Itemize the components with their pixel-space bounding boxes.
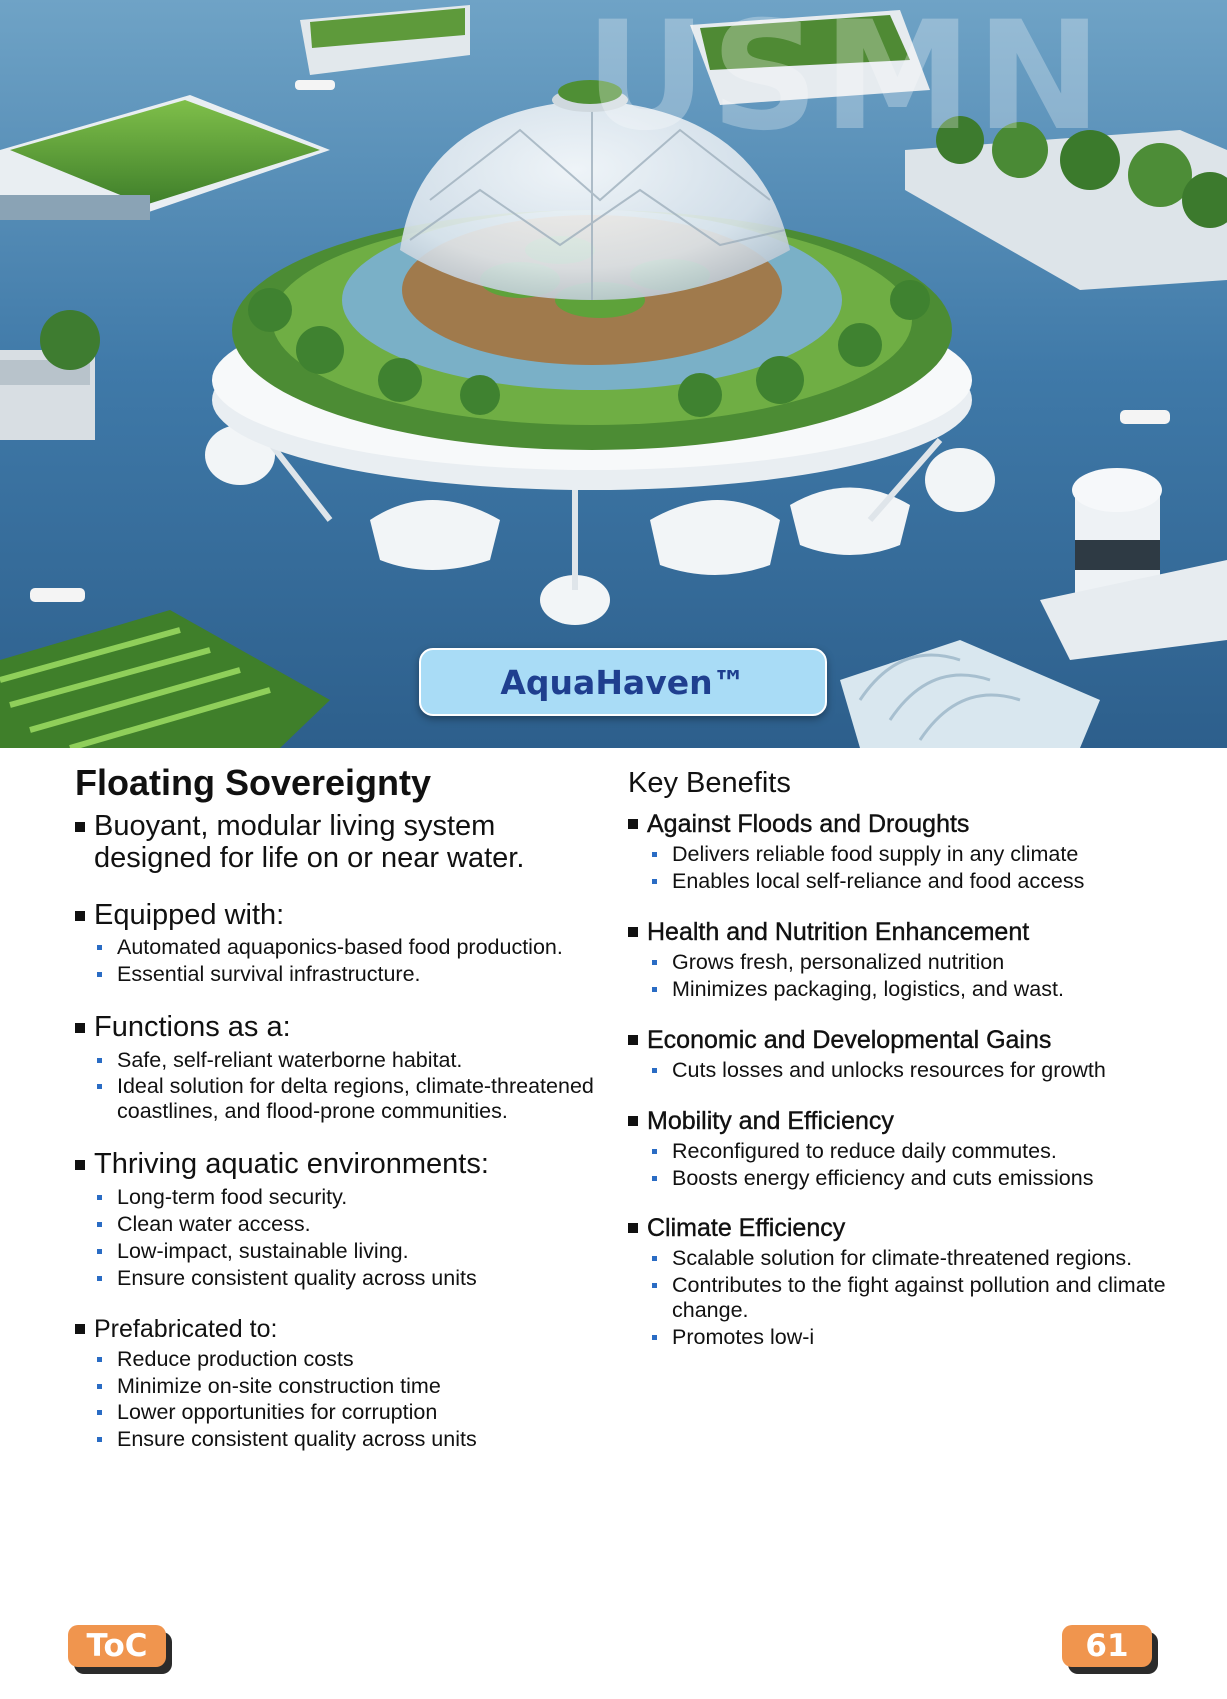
- bullet-list: [75, 1347, 605, 1453]
- benefit-health-nutrition: [628, 918, 1218, 1002]
- square-bullet-icon: [75, 1023, 85, 1033]
- square-bullet-icon: [75, 1160, 85, 1170]
- list-item: Automated aquaponics-based food production.: [95, 935, 605, 960]
- benefit-mobility: [628, 1107, 1218, 1191]
- bullet-list: [75, 1048, 605, 1125]
- intro-section: [75, 810, 605, 875]
- list-item: Promotes low-i: [650, 1325, 1218, 1350]
- list-item: Safe, self-reliant waterborne habitat.: [95, 1048, 605, 1073]
- list-item: Cuts losses and unlocks resources for growth: [650, 1058, 1218, 1083]
- square-bullet-icon: [75, 822, 85, 832]
- watermark-logo: USMN: [585, 0, 1106, 164]
- section-heading: Prefabricated to:: [94, 1314, 278, 1343]
- list-item: Ensure consistent quality across units: [95, 1266, 605, 1291]
- list-item: Boosts energy efficiency and cuts emissions: [650, 1166, 1218, 1191]
- section-equipped-with: [75, 899, 605, 987]
- section-heading: Equipped with:: [94, 898, 285, 931]
- list-item: Essential survival infrastructure.: [95, 962, 605, 987]
- list-item: Reconfigured to reduce daily commutes.: [650, 1139, 1218, 1164]
- square-bullet-icon: [75, 911, 85, 921]
- square-bullet-icon: [628, 1223, 638, 1233]
- intro-text: Buoyant, modular living system designed for life on or near water.: [94, 809, 525, 875]
- list-item: Contributes to the fight against pollution and climate change.: [650, 1273, 1218, 1323]
- list-item: Enables local self-reliance and food access: [650, 869, 1218, 894]
- bullet-list: [628, 1246, 1218, 1350]
- bullet-list: [628, 1058, 1218, 1083]
- bullet-list: [628, 842, 1218, 894]
- page-number-badge: 61: [1062, 1625, 1152, 1667]
- list-item: Ideal solution for delta regions, climate-threatened coastlines, and flood-prone communities.: [95, 1074, 605, 1124]
- bullet-list: [628, 1139, 1218, 1191]
- benefit-economic: [628, 1026, 1218, 1083]
- benefit-heading: Against Floods and Droughts: [647, 809, 970, 838]
- right-column: [628, 762, 1218, 1374]
- list-item: Lower opportunities for corruption: [95, 1400, 605, 1425]
- section-prefabricated: [75, 1315, 605, 1453]
- section-heading: Functions as a:: [94, 1011, 291, 1044]
- square-bullet-icon: [628, 1116, 638, 1126]
- benefit-climate: [628, 1214, 1218, 1350]
- list-item: Minimizes packaging, logistics, and wast.: [650, 977, 1218, 1002]
- square-bullet-icon: [628, 819, 638, 829]
- bullet-list: [75, 935, 605, 987]
- page-title: Floating Sovereignty: [75, 762, 432, 803]
- list-item: Long-term food security.: [95, 1185, 605, 1210]
- list-item: Delivers reliable food supply in any climate: [650, 842, 1218, 867]
- section-heading: Thriving aquatic environments:: [94, 1148, 489, 1181]
- list-item: Clean water access.: [95, 1212, 605, 1237]
- benefit-heading: Economic and Developmental Gains: [647, 1025, 1052, 1054]
- hero-illustration: [0, 0, 1227, 748]
- benefit-heading: Health and Nutrition Enhancement: [647, 917, 1030, 946]
- section-thriving-aquatic: [75, 1148, 605, 1290]
- list-item: Low-impact, sustainable living.: [95, 1239, 605, 1264]
- key-benefits-title: Key Benefits: [628, 767, 791, 799]
- list-item: Reduce production costs: [95, 1347, 605, 1372]
- benefit-heading: Climate Efficiency: [647, 1214, 846, 1243]
- product-name-label: AquaHaven™: [419, 648, 827, 716]
- benefit-heading: Mobility and Efficiency: [647, 1106, 894, 1135]
- list-item: Grows fresh, personalized nutrition: [650, 950, 1218, 975]
- list-item: Scalable solution for climate-threatened regions.: [650, 1246, 1218, 1271]
- bullet-list: [75, 1185, 605, 1291]
- bullet-list: [628, 950, 1218, 1002]
- section-functions-as: [75, 1011, 605, 1124]
- toc-button[interactable]: ToC: [68, 1625, 166, 1667]
- benefit-floods-droughts: [628, 810, 1218, 894]
- left-column: [75, 762, 605, 1476]
- square-bullet-icon: [628, 1035, 638, 1045]
- square-bullet-icon: [628, 927, 638, 937]
- list-item: Minimize on-site construction time: [95, 1374, 605, 1399]
- list-item: Ensure consistent quality across units: [95, 1427, 605, 1452]
- square-bullet-icon: [75, 1324, 85, 1334]
